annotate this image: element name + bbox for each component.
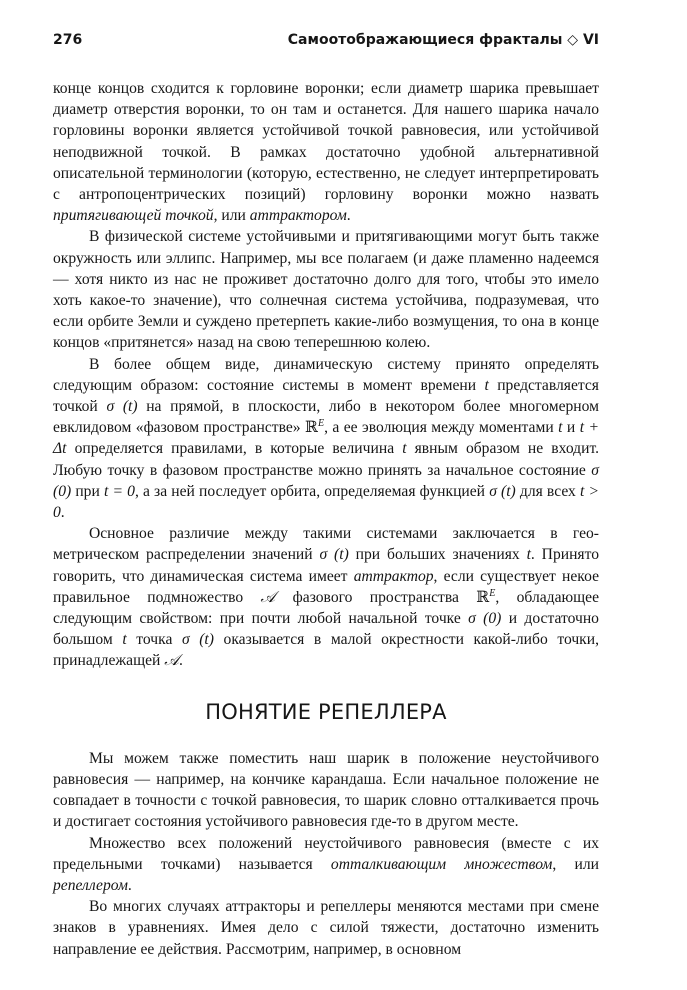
text-run: при больших значениях bbox=[348, 546, 527, 564]
text-run: . bbox=[346, 207, 351, 225]
math-sigma-t: σ (t) bbox=[319, 546, 349, 564]
running-header bbox=[53, 32, 599, 58]
text-run: , обладающее следующим свойством: при почти любой начальной точке bbox=[53, 588, 599, 628]
text-run: оказывается в малой окрестности какой-либо точки, принадлежащей bbox=[53, 631, 599, 670]
text-run: и достаточно большом bbox=[53, 610, 599, 649]
text-run: , или bbox=[213, 207, 250, 225]
term-attracting-point: притягивающей точкой bbox=[53, 207, 214, 225]
text-run: Основное различие между такими системами заключается в геометрическом распределении значений bbox=[53, 525, 599, 564]
math-exponent-e: E bbox=[317, 418, 325, 430]
text-run: явным образом не входит. Любую точку в фазовом пространстве можно принять за начальное состояние bbox=[53, 440, 599, 479]
math-t: t bbox=[484, 376, 489, 394]
text-run: , если существует некое правильное подмножество bbox=[53, 567, 599, 606]
text-run: Множество всех положений неустойчивого равновесия (вместе с их предельными точками) называется bbox=[53, 834, 599, 873]
text-run: . Принято говорить, что динамическая система имеет bbox=[53, 546, 600, 585]
term-repelling-set: отталкивающим множеством bbox=[330, 855, 553, 873]
text-run: , или bbox=[552, 855, 599, 873]
math-t-eq-0: t = 0 bbox=[103, 482, 135, 500]
math-t: t bbox=[558, 419, 563, 437]
text-run: конце концов сходится к горловине воронки; если диаметр шарика превышает диаметр отверстия воронки, то он там и останется. Для нашего шарика начало горловины воронки является устойчивой точкой равновесия, или устойчивой неподвижной точкой. В рамках достаточно удобной альтернативной описательной терминологии (которую, естественно, не следует интерпретировать с антропоцентрических позиций) горловину воронки можно назвать bbox=[53, 80, 599, 204]
page-body bbox=[53, 78, 599, 960]
math-sigma-0: σ (0) bbox=[468, 610, 502, 628]
text-run: , а за ней последует орбита, определяемая функцией bbox=[134, 482, 490, 500]
math-set-a: 𝒜 bbox=[260, 587, 276, 606]
math-real-space: ℝ bbox=[305, 418, 318, 437]
math-exponent-e: E bbox=[489, 587, 496, 599]
math-sigma-t: σ (t) bbox=[489, 482, 516, 500]
paragraph-sign-change: Во многих случаях аттракторы и репеллеры меняются местами при смене знаков в уравнениях. Имея дело с силой тяжести, достаточно изменить направление ее действия. Рассмотрим, например, в основном bbox=[53, 898, 599, 958]
text-run: В более общем виде, динамическую систему принято определять следующим образом: состояние системы в момент времени bbox=[53, 355, 599, 394]
text-run: . bbox=[60, 504, 65, 522]
text-run: на прямой, в плоскости, либо в некотором более многомерном евклидовом «фазовом пространстве» bbox=[53, 398, 600, 437]
text-run: точка bbox=[126, 631, 182, 649]
text-run: и bbox=[562, 419, 580, 437]
term-attractor: аттрактор bbox=[353, 567, 434, 585]
text-run: представляется точкой bbox=[53, 376, 599, 416]
math-sigma-t: σ (t) bbox=[106, 398, 138, 416]
text-run: при bbox=[71, 482, 104, 500]
math-sigma-0: σ (0) bbox=[53, 461, 599, 500]
text-run: для всех bbox=[515, 482, 580, 500]
math-t: t bbox=[122, 631, 127, 649]
text-run: фазового пространства bbox=[275, 588, 477, 606]
math-t: t bbox=[402, 440, 407, 458]
text-run: . bbox=[179, 652, 183, 670]
term-attractor: аттрактором bbox=[249, 207, 347, 225]
math-t-plus-dt: t + Δt bbox=[53, 419, 599, 458]
running-title: Самоотображающиеся фракталы ◇ VI bbox=[287, 32, 599, 48]
math-t: t bbox=[526, 546, 531, 564]
paragraph-repeller-definition bbox=[53, 833, 599, 897]
paragraph-unstable-equilibrium: Мы можем также поместить наш шарик в положение неустойчивого равновесия — например, на кончике карандаша. Если начальное положение не совпадает в точности с точкой равновесия, то шарик словно отталкивается прочь и достигает состояния устойчивого равновесия где-то в другом месте. bbox=[53, 749, 599, 831]
term-repeller: репеллером bbox=[53, 876, 128, 894]
page-number: 276 bbox=[53, 32, 83, 48]
paragraph-attractor-definition bbox=[53, 523, 599, 671]
math-sigma-t: σ (t) bbox=[181, 631, 214, 649]
math-t-gt-0: t > 0 bbox=[53, 482, 599, 522]
paragraph-funnel bbox=[53, 78, 599, 226]
math-set-a: 𝒜 bbox=[164, 651, 180, 670]
paragraph-dynamic-system bbox=[53, 354, 599, 524]
paragraph-solar-system: В физической системе устойчивыми и притягивающими могут быть также окружность или эллипс. Например, мы все полагаем (и даже пламенно надеемся — хотя никто из нас не проживет достаточно долго для того, чтобы это имело хоть какое-то значение), что солнечная система устойчива, подразумевая, что если орбите Земли и суждено претерпеть какие-либо возмущения, то она в конце концов «притянется» назад на свою теперешнюю колею. bbox=[53, 228, 599, 352]
text-run: . bbox=[127, 876, 132, 894]
math-real-space: ℝ bbox=[476, 587, 490, 606]
text-run: , а ее эволюция между моментами bbox=[324, 419, 559, 437]
section-heading: ПОНЯТИЕ РЕПЕЛЛЕРА bbox=[205, 699, 447, 724]
text-run: определяется правилами, в которые величина bbox=[66, 440, 403, 458]
